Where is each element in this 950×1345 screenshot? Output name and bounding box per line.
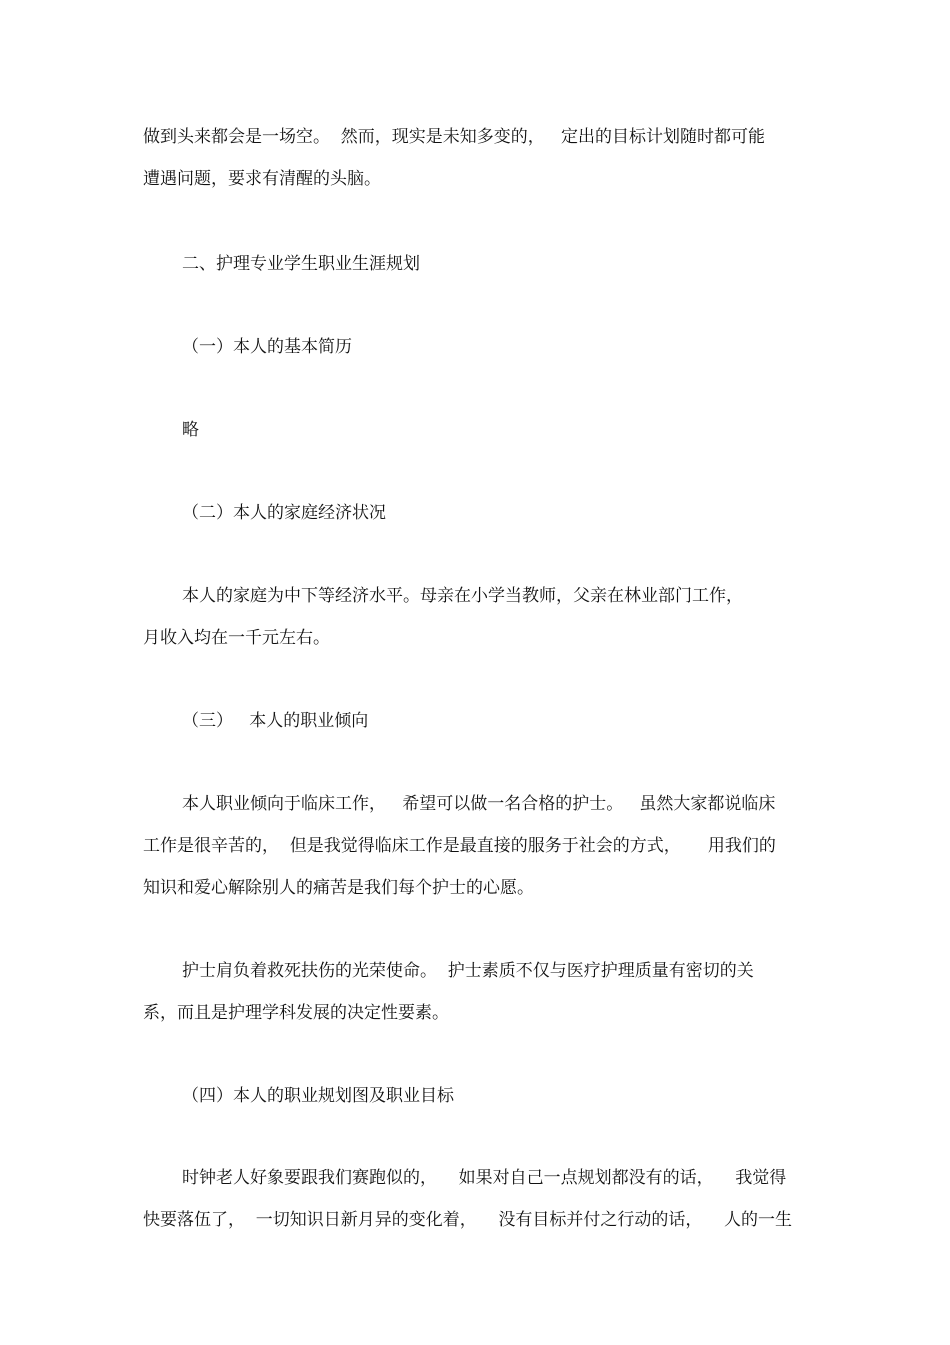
text-line: 本人的家庭为中下等经济水平。母亲在小学当教师，父亲在林业部门工作， [182,586,743,606]
subsection-heading: （四）本人的职业规划图及职业目标 [182,1086,454,1106]
subsection-heading: （三） 本人的职业倾向 [182,711,369,731]
text-line: 工作是很辛苦的， 但是我觉得临床工作是最直接的服务于社会的方式， 用我们的 [143,836,776,856]
text-line: 遭遇问题，要求有清醒的头脑。 [143,169,381,189]
text-line: 做到头来都会是一场空。 然而，现实是未知多变的， 定出的目标计划随时都可能 [143,127,766,147]
text-line: 本人职业倾向于临床工作， 希望可以做一名合格的护士。 虽然大家都说临床 [182,794,776,814]
text-line: 快要落伍了， 一切知识日新月异的变化着， 没有目标并付之行动的话， 人的一生 [143,1210,793,1230]
text-line: 时钟老人好象要跟我们赛跑似的， 如果对自己一点规划都没有的话， 我觉得 [182,1168,787,1188]
subsection-heading: （一）本人的基本简历 [182,337,352,357]
text-line: 护士肩负着救死扶伤的光荣使命。 护士素质不仅与医疗护理质量有密切的关 [182,961,754,981]
section-heading: 二、护理专业学生职业生涯规划 [182,254,420,274]
text-line: 月收入均在一千元左右。 [143,628,330,648]
text-line: 知识和爱心解除别人的痛苦是我们每个护士的心愿。 [143,878,534,898]
text-line: 系，而且是护理学科发展的决定性要素。 [143,1003,449,1023]
subsection-heading: （二）本人的家庭经济状况 [182,503,386,523]
text-line: 略 [182,420,199,440]
